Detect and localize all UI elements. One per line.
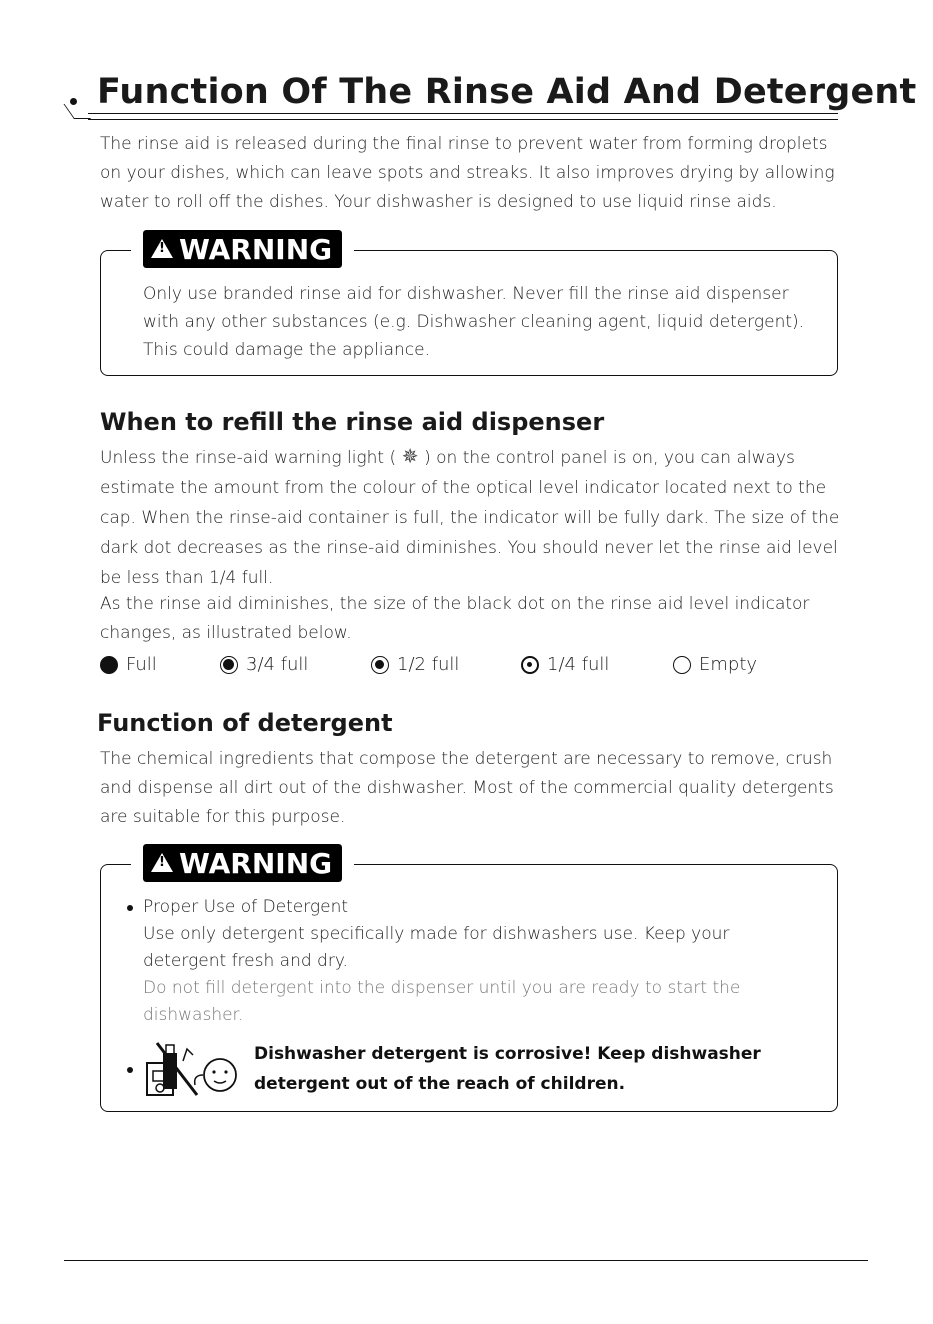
detergent-use-warning [143,894,813,1029]
detergent-use-title: Proper Use of Detergent [143,897,349,917]
title-hook-decoration [63,104,91,119]
warning-triangle-icon [151,239,173,258]
level-empty [673,654,757,675]
rinse-aid-warning-light-icon: ✵ [401,444,419,468]
warning-badge [143,844,342,882]
warning-triangle-icon [151,853,173,872]
level-three-quarter [220,654,308,675]
bullet-icon [127,1067,133,1073]
section-heading-refill: When to refill the rinse aid dispenser [100,408,605,436]
footer-divider [64,1260,868,1261]
section-heading-detergent: Function of detergent [97,709,393,737]
level-label: 3/4 full [246,654,309,675]
warning-box-detergent [100,846,838,1112]
level-label: Full [126,654,157,675]
level-indicator-legend [100,654,800,682]
level-quarter [521,654,609,675]
quarter-dot-icon [521,656,539,674]
level-indicator-paragraph: As the rinse aid diminishes, the size of the black dot on the rinse aid level indicator changes, as illustrated below. [100,594,810,643]
page-title-block [66,68,917,122]
refill-text-end: ) on the control panel is on, you can always estimate the amount from the colour of the optical level indicator located next to the cap. When the rinse-aid container is full, the indicator will be fully dark. The size of the dark dot decreases as the rinse-aid diminishes. You should never let the rinse aid level be less than 1/4 full. [100,448,840,588]
detergent-fill-note: Do not fill detergent into the dispenser until you are ready to start the dishwasher. [143,978,741,1025]
warning-box-rinse-aid [100,232,838,376]
warning-label: WARNING [179,232,333,266]
level-label: 1/2 full [397,654,460,675]
three-quarter-dot-icon [220,656,238,674]
warning-badge [143,230,342,268]
level-full [100,654,157,675]
intro-paragraph: The rinse aid is released during the final rinse to prevent water from forming droplets on your dishes, which can leave spots and streaks. It also improves drying by allowing water to roll off the dishes. Your dishwasher is designed to use liquid rinse aids. [100,134,835,212]
full-dot-icon [100,656,118,674]
refill-text-start: Unless the rinse-aid warning light ( [100,448,397,468]
title-underline-double [88,119,838,120]
keep-away-from-children-icon [143,1041,243,1099]
detergent-use-line: Use only detergent specifically made for dishwashers use. Keep your detergent fresh and dry. [143,924,730,971]
bullet-icon [127,905,133,911]
warning-label: WARNING [179,846,333,880]
page-title: Function Of The Rinse Aid And Detergent [97,72,917,112]
title-underline [88,113,838,114]
level-half [371,654,459,675]
level-label: Empty [699,654,758,675]
corrosive-warning: Dishwasher detergent is corrosive! Keep dishwasher detergent out of the reach of children. [254,1044,761,1094]
level-label: 1/4 full [547,654,610,675]
empty-dot-icon [673,656,691,674]
detergent-paragraph: The chemical ingredients that compose the detergent are necessary to remove, crush and dispense all dirt out of the dishwasher. Most of the commercial quality detergents are suitable for this purpose. [100,749,834,827]
half-dot-icon [371,656,389,674]
warning-text: Only use branded rinse aid for dishwasher. Never fill the rinse aid dispenser with any other substances (e.g. Dishwasher cleaning agent, liquid detergent). This could damage the appliance. [143,284,805,360]
refill-paragraph [100,443,845,593]
